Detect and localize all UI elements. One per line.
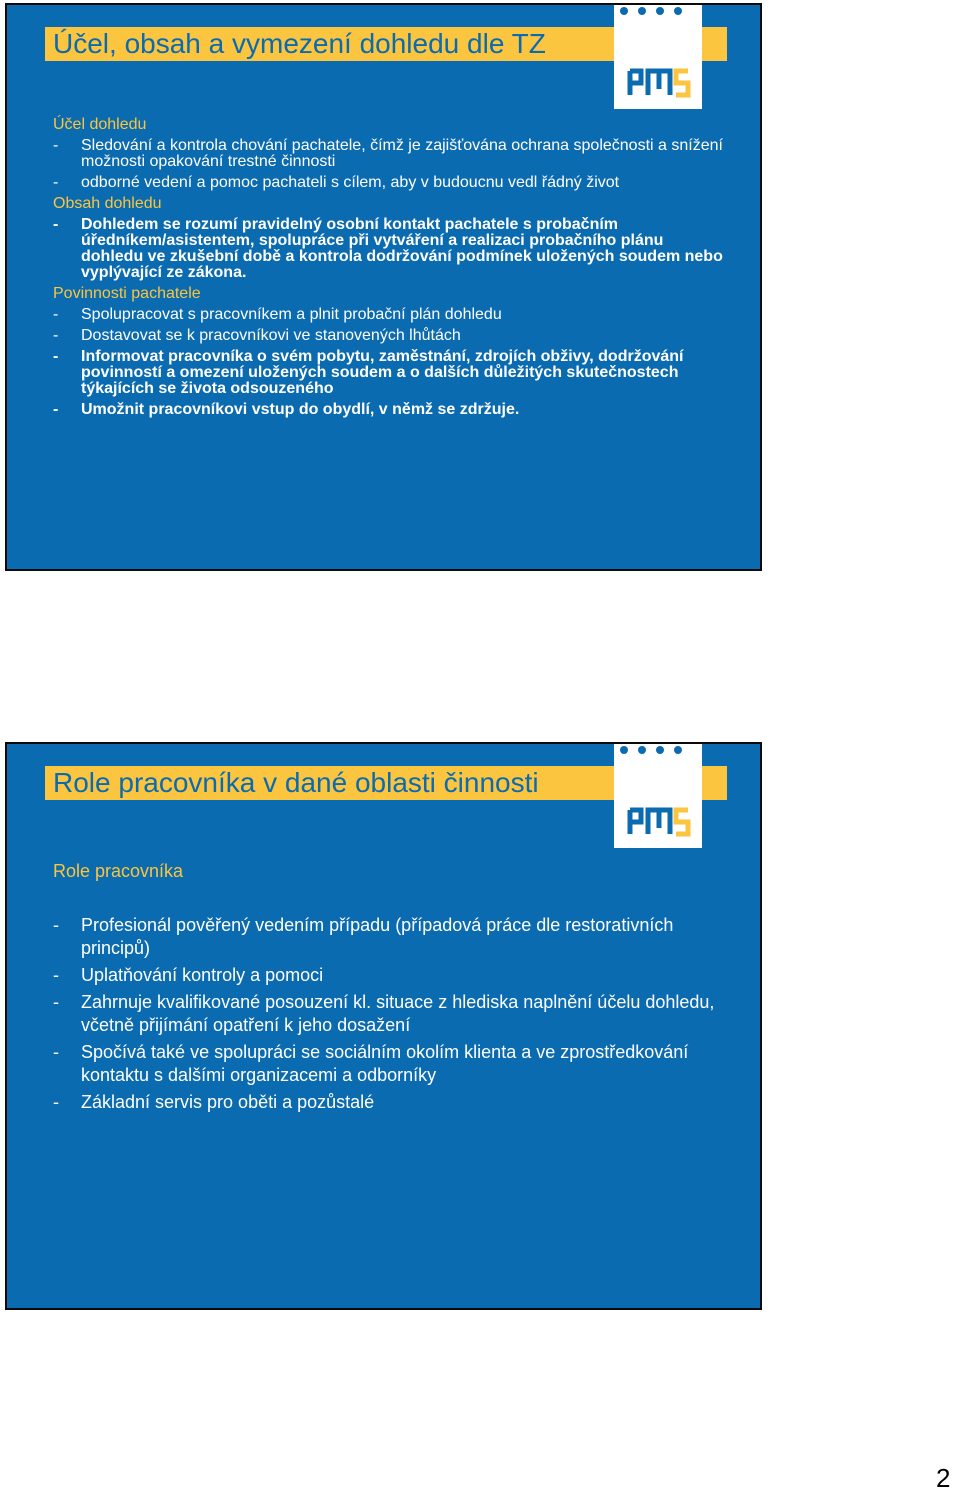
slide-1 [5,3,762,571]
list-item [53,402,730,418]
list-item-text: Sledování a kontrola chování pachatele, čímž je zajišťována ochrana společnosti a snížení možnosti opakování trestné činnosti [81,137,723,170]
list-item [53,1041,730,1087]
list-item-text: odborné vedení a pomoc pachateli s cílem, aby v budoucnu vedl řádný život [81,174,620,191]
bullet-dash: - [53,306,59,323]
list-item-text: Uplatňování kontroly a pomoci [81,965,324,985]
bullet-dash: - [53,1042,59,1062]
list-item [53,328,730,344]
slide-title: Účel, obsah a vymezení dohledu dle TZ [53,28,546,59]
section-heading-ucel: Účel dohledu [53,116,147,133]
list-item-text: Základní servis pro oběti a pozůstalé [81,1092,375,1112]
list-item-text: Spočívá také ve spolupráci se sociálním okolím klienta a ve zprostředkování kontaktu s dalšími organizacemi a odborníky [81,1042,689,1085]
slide-content [53,117,730,423]
list-item [53,991,730,1037]
slide-title: Role pracovníka v dané oblasti činnosti [53,767,539,798]
list-item [53,964,730,987]
bullet-dash: - [53,965,59,985]
list-item-text: Informovat pracovníka o svém pobytu, zaměstnání, zdrojích obživy, dodržování povinností a omezení uložených soudem a o dalších důležitých skutečnostech týkajících se života odsouzeného [81,348,684,397]
pms-logo-icon [614,5,702,109]
bullet-dash: - [53,137,59,154]
page-number: 2 [936,1463,951,1493]
bullet-dash: - [53,1092,59,1112]
list-item [53,914,730,960]
bullet-dash: - [53,174,59,191]
pms-logo-icon [614,744,702,848]
list-item [53,175,730,191]
list-item [53,217,730,281]
bullet-dash: - [53,915,59,935]
slide-content [53,860,730,1118]
section-heading-povinnosti: Povinnosti pachatele [53,285,201,302]
list-item-text: Spolupracovat s pracovníkem a plnit probační plán dohledu [81,306,502,323]
bullet-dash: - [53,327,59,344]
list-item-text: Zahrnuje kvalifikované posouzení kl. situace z hlediska naplnění účelu dohledu, včetně přijímání opatření k jeho dosažení [81,992,715,1035]
slide-2 [5,742,762,1310]
list-item-text: Umožnit pracovníkovi vstup do obydlí, v němž se zdržuje. [81,401,520,418]
list-item [53,349,730,397]
section-heading-obsah: Obsah dohledu [53,195,162,212]
list-item-text: Profesionál pověřený vedením případu (případová práce dle restorativních principů) [81,915,674,958]
list-item-text: Dostavovat se k pracovníkovi ve stanovených lhůtách [81,327,461,344]
bullet-dash: - [53,348,59,365]
list-item-text: Dohledem se rozumí pravidelný osobní kontakt pachatele s probačním úředníkem/asistentem, spolupráce při vytváření a realizaci probačního plánu dohledu ve zkušební době a kontrola dodržování podmínek uložených soudem nebo vyplývající ze zákona. [81,216,723,281]
list-item [53,1091,730,1114]
list-item [53,307,730,323]
section-heading-role: Role pracovníka [53,861,184,881]
bullet-dash: - [53,216,59,233]
list-item [53,138,730,170]
bullet-dash: - [53,992,59,1012]
bullet-dash: - [53,401,59,418]
